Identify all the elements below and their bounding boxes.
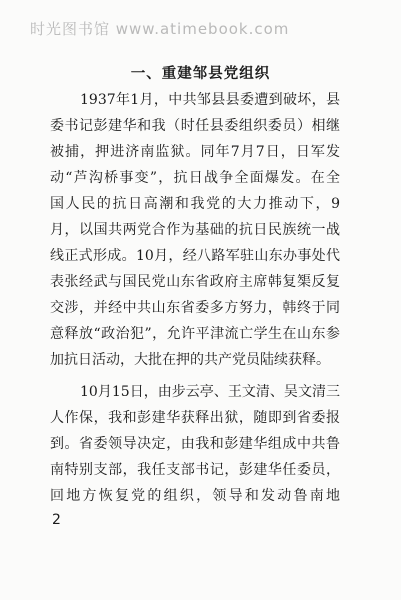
line-text: 线正式形成。10月，经八路军驻山东办事处代 [50, 248, 340, 264]
text-line [50, 458, 340, 482]
watermark-text: 时光图书馆 www.atimebook.com [30, 20, 290, 38]
text-line [50, 484, 340, 508]
text-line [80, 88, 340, 112]
line-text: 交涉，并经中共山东省委多方努力，韩终于同 [50, 300, 340, 316]
text-line [50, 296, 340, 320]
text-line [50, 270, 340, 294]
text-line [50, 432, 340, 456]
line-text: 意释放“政治犯”，允许平津流亡学生在山东参 [50, 326, 340, 342]
line-text: 被捕，押进济南监狱。同年7月7日，日军发 [50, 144, 340, 160]
text-line [50, 114, 340, 138]
page-number: 2 [52, 512, 61, 528]
section-title: 一、重建邹县党组织 [130, 66, 271, 82]
line-text: 委书记彭建华和我（时任县委组织委员）相继 [50, 118, 340, 134]
text-line [50, 140, 340, 164]
line-text: 南特别支部，我任支部书记，彭建华任委员， [50, 462, 340, 478]
line-text: 国人民的抗日高潮和我党的大力推动下，9 [50, 196, 340, 212]
line-text: 表张经武与国民党山东省政府主席韩复榘反复 [50, 274, 340, 290]
text-line [50, 218, 340, 242]
text-line [50, 406, 340, 430]
line-text: 加抗日活动，大批在押的共产党员陆续获释。 [50, 352, 330, 368]
line-text: 人作保，我和彭建华获释出狱，随即到省委报 [50, 410, 340, 426]
line-text: 1937年1月，中共邹县县委遭到破坏，县 [80, 92, 340, 108]
text-line [50, 244, 340, 268]
text-line [50, 322, 340, 346]
line-text: 动“芦沟桥事变”，抗日战争全面爆发。在全 [50, 170, 340, 186]
text-line [50, 348, 340, 372]
line-text: 回地方恢复党的组织，领导和发动鲁南地 [50, 488, 340, 504]
line-text: 10月15日，由步云亭、王文清、吴文清三 [80, 384, 340, 400]
text-line [50, 166, 340, 190]
line-text: 月，以国共两党合作为基础的抗日民族统一战 [50, 222, 340, 238]
text-line [80, 380, 340, 404]
text-line [50, 192, 340, 216]
line-text: 到。省委领导决定，由我和彭建华组成中共鲁 [50, 436, 340, 452]
